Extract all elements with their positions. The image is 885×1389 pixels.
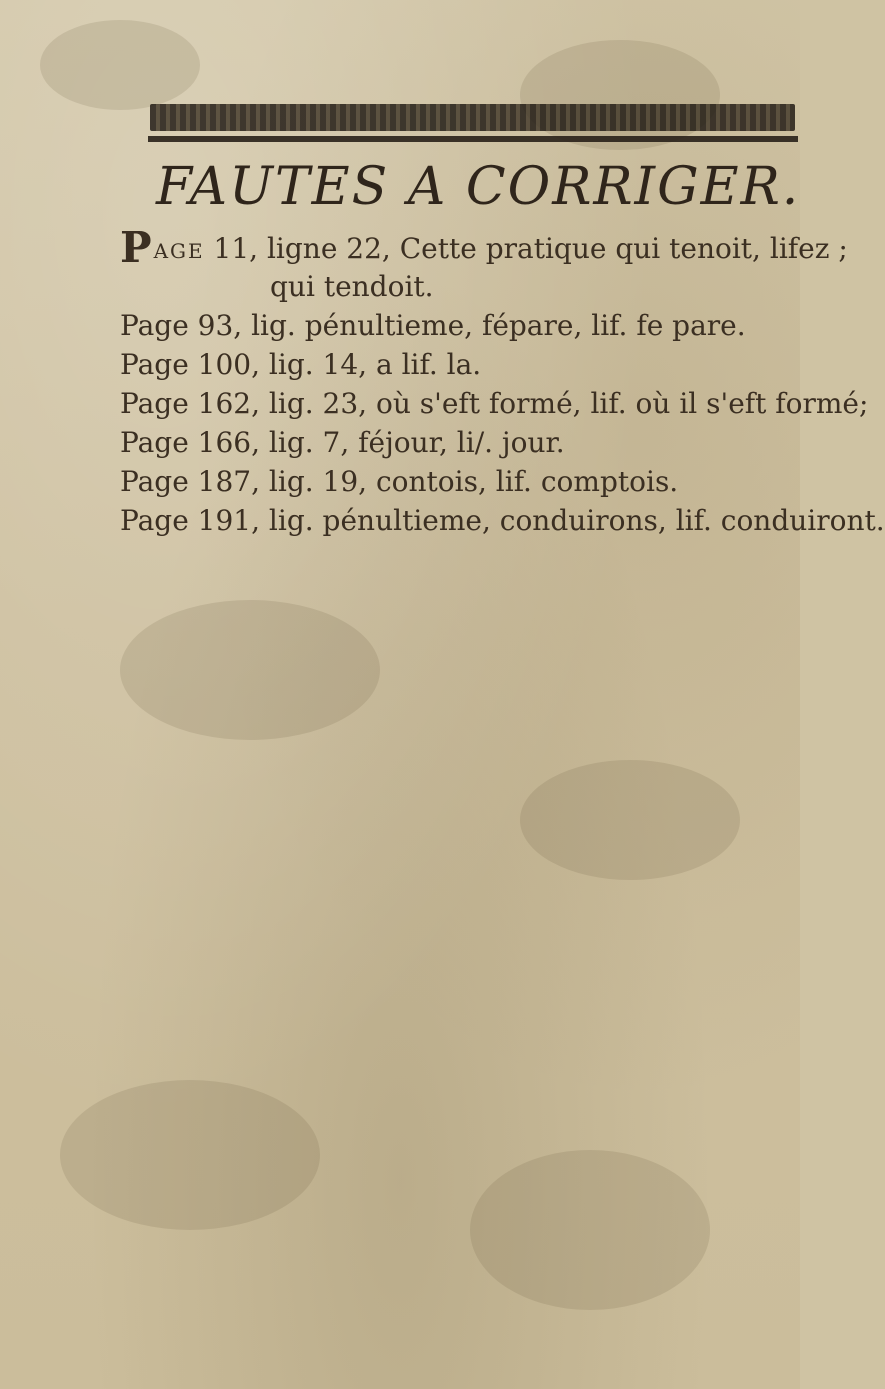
errata-entry: Page 187, lig. 19, contois, lif. comptois.	[120, 465, 679, 498]
small-caps-text: AGE	[153, 239, 205, 263]
paper-stain	[520, 760, 740, 880]
errata-entry: Page 191, lig. pénultieme, conduirons, lif. conduiront.	[120, 504, 885, 537]
errata-entry	[120, 223, 848, 272]
paper-stain	[60, 1080, 320, 1230]
ornamental-band	[150, 104, 795, 131]
paper-stain	[520, 40, 720, 150]
errata-entry: Page 93, lig. pénultieme, fépare, lif. fe pare.	[120, 309, 746, 342]
errata-list	[120, 223, 885, 548]
errata-entry-continuation: qui tendoit.	[270, 270, 434, 303]
entry-text: 11, ligne 22, Cette pratique qui tenoit, lifez ;	[204, 232, 848, 265]
paper-stain	[120, 600, 380, 740]
errata-entry: Page 166, lig. 7, féjour, li/. jour.	[120, 426, 565, 459]
rule-line	[148, 136, 798, 142]
paper-stain	[470, 1150, 710, 1310]
errata-entry: Page 100, lig. 14, a lif. la.	[120, 348, 482, 381]
errata-entry: Page 162, lig. 23, où s'eft formé, lif. où il s'eft formé;	[120, 387, 869, 420]
drop-cap-letter: P	[120, 223, 152, 272]
paper-stain	[40, 20, 200, 110]
page-title: FAUTES A CORRIGER.	[156, 157, 801, 217]
